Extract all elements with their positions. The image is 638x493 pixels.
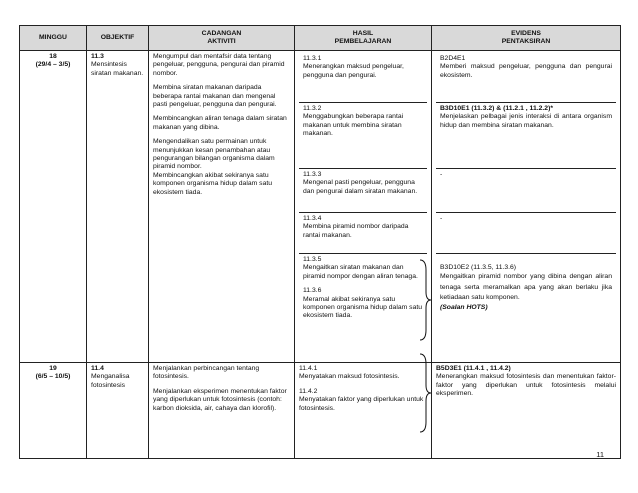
outcome-text: Menyatakan maksud fotosintesis. (299, 373, 400, 381)
week-dates: (6/5 – 10/5) (35, 373, 71, 381)
evidence-item: B3D10E1 (11.3.2) & (11.2.1 , 11.2.2)* Menjelaskan pelbagai jenis interaksi di antara organism hidup dan membina siratan makanan. (436, 103, 616, 169)
evidence-text: Menerangkan maksud fotosintesis dan menentukan faktor-faktor yang diperlukan untuk fotosintesis melalui eksperimen. (436, 373, 616, 398)
objective-text: Mensintesis siratan makanan. (91, 61, 144, 77)
objective-cell (87, 363, 149, 459)
activity-item: Menjalankan perbincangan tentang fotosintesis. (153, 365, 260, 381)
table-row (20, 363, 621, 459)
objective-text: Menganalisa fotosintesis (91, 373, 130, 389)
activity-item: Mengendalikan satu permainan untuk menunjukkan kesan penambahan atau pengurangan bilangan organisma dalam piramid nombor. (153, 138, 275, 171)
header-objektif: OBJEKTIF (87, 26, 149, 51)
objective-cell (87, 51, 149, 363)
week-number: 18 (49, 53, 57, 60)
evidence-item: B2D4E1 Memberi maksud pengeluar, pengguna dan pengurai ekosistem. (436, 53, 616, 103)
outcome-item: 11.3.5 Mengaitkan siratan makanan dan piramid nompor dengan aliran tenaga. 11.3.6 Meramal akibat sekiranya satu komponen organisma hidup dalam satu ekosistem tiada. (303, 256, 423, 320)
evidence-code: B5D3E1 (11.4.1 , 11.4.2) (436, 365, 511, 372)
outcome-text: Menyatakan faktor yang diperlukan untuk fotosintesis. (299, 396, 424, 412)
outcome-item: 11.3.3 Mengenal pasti pengeluar, pengguna dan pengurai dalam siratan makanan. (299, 169, 427, 213)
header-row (20, 26, 621, 51)
objective-code: 11.4 (91, 365, 104, 372)
week-cell (20, 51, 87, 363)
activities-cell (149, 51, 295, 363)
header-hasil: HASIL PEMBELAJARAN (295, 26, 432, 51)
activity-item: Mengumpul dan mentafsir data tentang pengeluar, pengguna, pengurai dan piramid nombor. (153, 53, 285, 77)
evidence-item: - (436, 213, 616, 254)
header-minggu: MINGGU (20, 26, 87, 51)
evidence-cell (432, 363, 621, 459)
week-dates: (29/4 – 3/5) (35, 61, 71, 69)
activity-item: Membina siratan makanan daripada beberapa rantai makanan dan mengenal pasti pengeluar, pengguna dan pengurai. (153, 84, 277, 109)
evidence-cell (432, 51, 621, 363)
outcome-item: 11.3.2 Menggabungkan beberapa rantai makanan untuk membina siratan makanan. (299, 103, 427, 169)
outcome-code: 11.4.1 (299, 365, 318, 372)
outcomes-cell (295, 51, 432, 363)
activity-item: Membincangkan akibat sekiranya satu komponen organisma hidup dalam satu ekosistem tiada. (153, 171, 273, 196)
brace-icon (418, 352, 432, 434)
objective-code: 11.3 (91, 53, 104, 60)
brace-icon (418, 258, 432, 342)
outcome-item: 11.3.1 Menerangkan maksud pengeluar, pengguna dan pengurai. (299, 53, 427, 103)
week-cell (20, 363, 87, 459)
evidence-item: - (436, 169, 616, 213)
activity-item: Menjalankan eksperimen menentukan faktor yang diperlukan untuk fotosintesis (contoh: karbon dioksida, air, cahaya dan klorofil). (153, 387, 287, 412)
week-number: 19 (49, 365, 57, 372)
table-row (20, 51, 621, 363)
outcome-item: 11.3.4 Membina piramid nombor daripada rantai makanan. (299, 213, 427, 254)
outcomes-cell (295, 363, 432, 459)
evidence-item: B3D10E2 (11.3.5, 11.3.6) Mengaitkan piramid nombor yang dibina dengan aliran tenaga serta meramalkan apa yang akan berlaku jika ketiadaan satu komponen. (Soalan HOTS) (440, 264, 612, 311)
outcome-code: 11.4.2 (299, 387, 318, 395)
page-number: 11 (596, 450, 604, 459)
header-evidens: EVIDENS PENTAKSIRAN (432, 26, 621, 51)
activities-cell (149, 363, 295, 459)
activity-item: Membincangkan aliran tenaga dalam siratan makanan yang dibina. (153, 115, 287, 131)
lesson-plan-table (19, 25, 621, 459)
header-cadangan: CADANGAN AKTIVITI (149, 26, 295, 51)
